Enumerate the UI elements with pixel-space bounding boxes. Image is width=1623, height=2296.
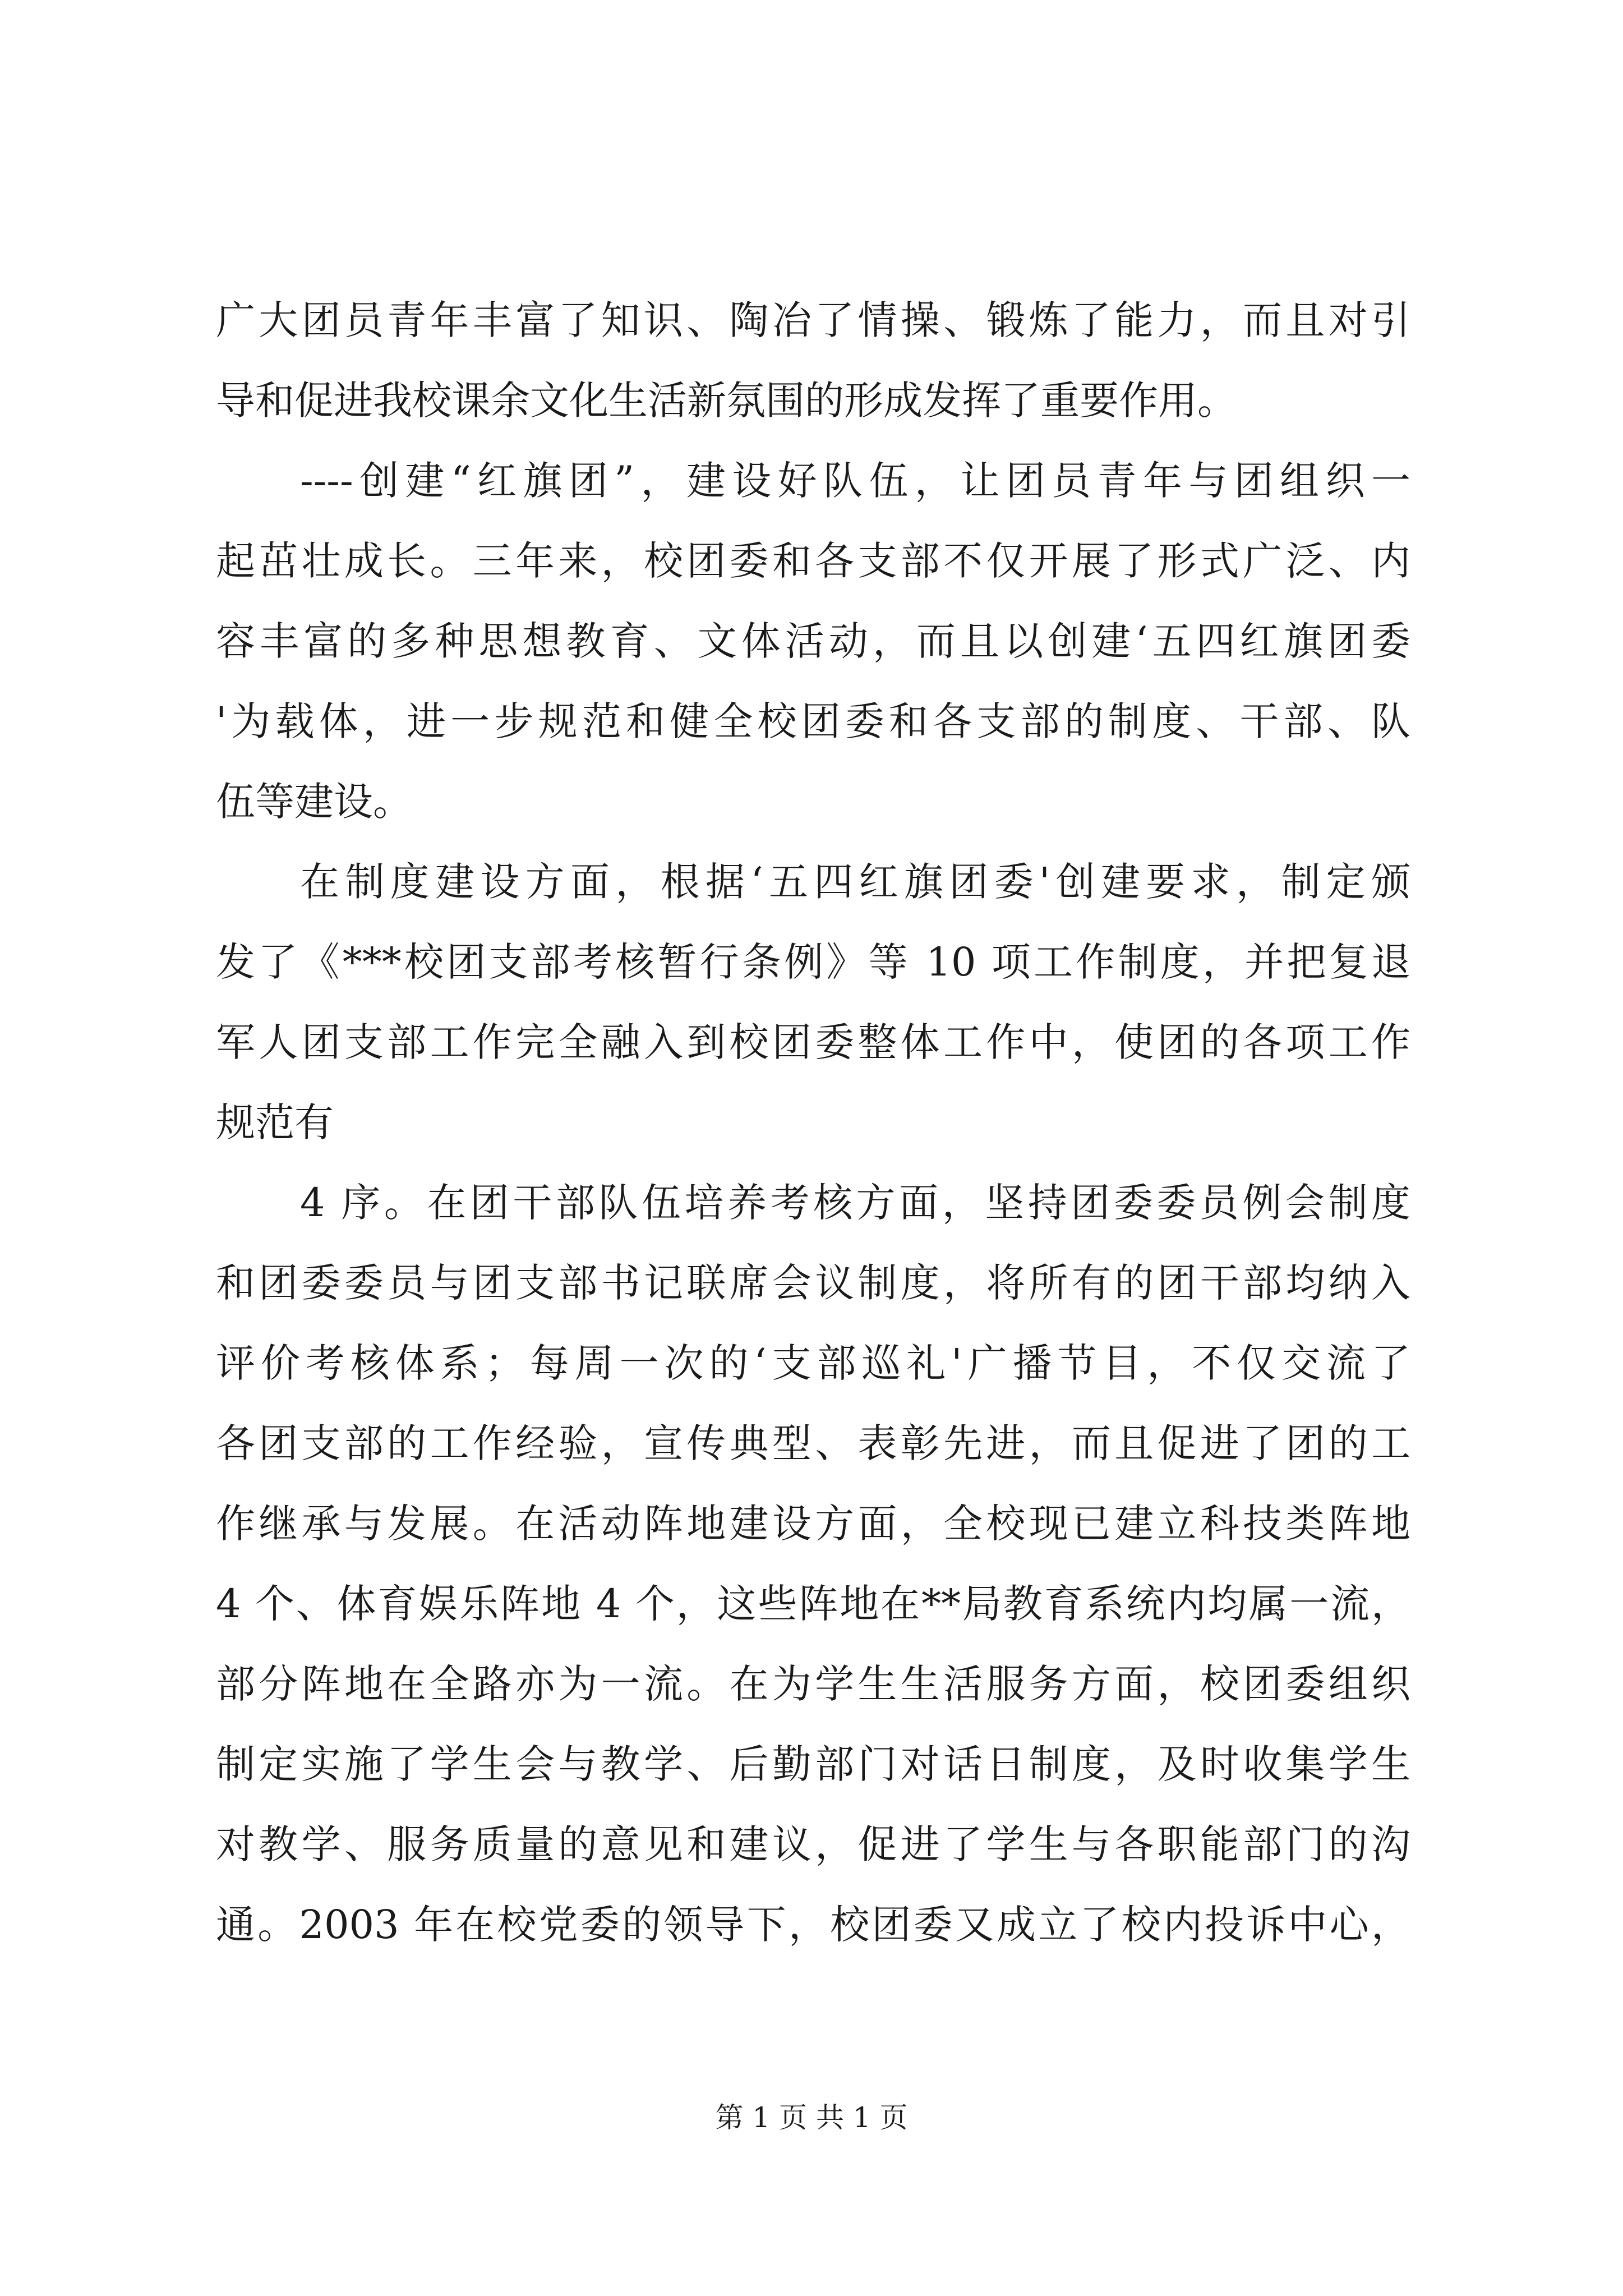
text-line: 导和促进我校课余文化生活新氛围的形成发挥了重要作用。 [216, 378, 1237, 424]
text-line: 广大团员青年丰富了知识、陶冶了情操、锻炼了能力，而且对引 [216, 297, 1410, 343]
text-line: 发了《***校团支部考核暂行条例》等 10 项工作制度，并把复退 [216, 939, 1410, 985]
text-line: 评价考核体系；每周一次的‘支部巡礼'广播节目，不仅交流了 [216, 1340, 1410, 1386]
text-line: 4 个、体育娱乐阵地 4 个，这些阵地在**局教育系统内均属一流， [216, 1581, 1410, 1627]
text-line: 伍等建设。 [216, 779, 412, 825]
text-line: 各团支部的工作经验，宣传典型、表彰先进，而且促进了团的工 [216, 1420, 1410, 1466]
text-line: ----创建“红旗团”，建设好队伍，让团员青年与团组织一 [300, 458, 1410, 504]
text-line: 通。2003 年在校党委的领导下，校团委又成立了校内投诉中心， [216, 1902, 1410, 1948]
text-line: 容丰富的多种思想教育、文体活动，而且以创建‘五四红旗团委 [216, 618, 1410, 664]
text-line: 在制度建设方面，根据‘五四红旗团委'创建要求，制定颁 [300, 859, 1410, 905]
text-line: 军人团支部工作完全融入到校团委整体工作中，使团的各项工作 [216, 1019, 1410, 1065]
document-body [216, 280, 1410, 1965]
page-number-footer: 第 1 页 共 1 页 [715, 2101, 908, 2134]
text-line: 对教学、服务质量的意见和建议，促进了学生与各职能部门的沟 [216, 1821, 1410, 1867]
text-line: 起茁壮成长。三年来，校团委和各支部不仅开展了形式广泛、内 [216, 538, 1410, 584]
text-line: 规范有 [216, 1099, 334, 1145]
text-line: '为载体，进一步规范和健全校团委和各支部的制度、干部、队 [216, 698, 1410, 744]
text-line: 和团委委员与团支部书记联席会议制度，将所有的团干部均纳入 [216, 1260, 1410, 1306]
text-line: 制定实施了学生会与教学、后勤部门对话日制度，及时收集学生 [216, 1741, 1410, 1787]
text-line: 4 序。在团干部队伍培养考核方面，坚持团委委员例会制度 [300, 1180, 1410, 1226]
text-line: 部分阵地在全路亦为一流。在为学生生活服务方面，校团委组织 [216, 1661, 1410, 1707]
text-line: 作继承与发展。在活动阵地建设方面，全校现已建立科技类阵地 [216, 1501, 1410, 1547]
